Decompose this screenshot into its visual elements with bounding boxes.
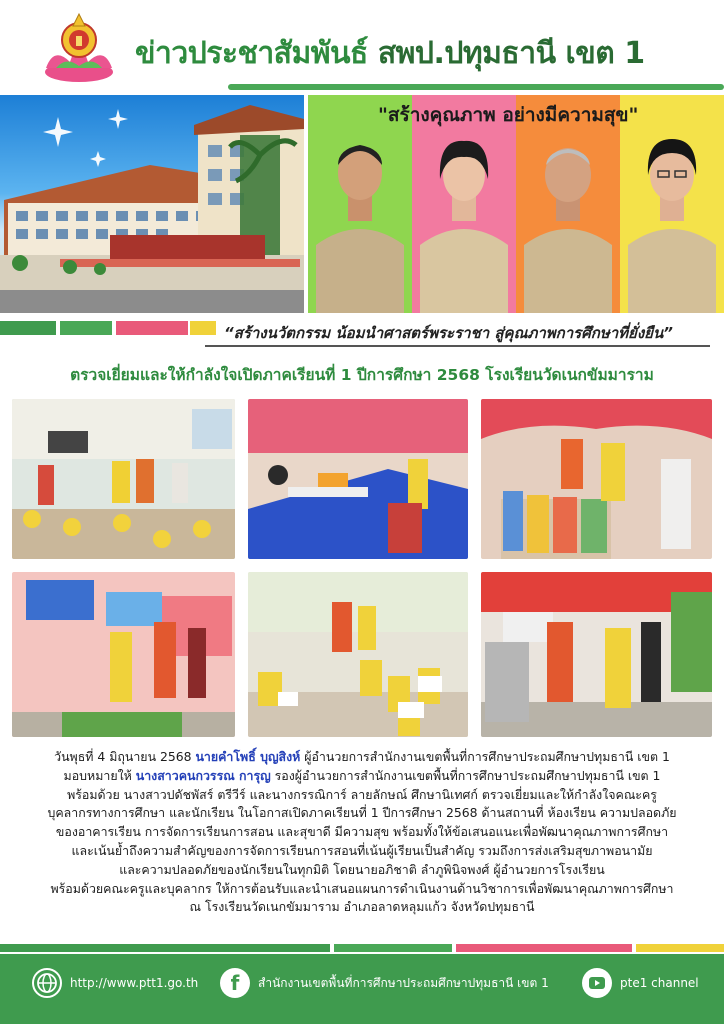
body-line-8: พร้อมด้วยคณะครูและบุคลากร ให้การต้อนรับและนำเสนอแผนการดำเนินงานด้านวิชาการเพื่อพัฒนาคุณภาพการศึกษา <box>50 880 674 896</box>
facebook-link[interactable] <box>220 968 549 998</box>
facebook-page-name: สำนักงานเขตพื้นที่การศึกษาประถมศึกษาปทุมธานี เขต 1 <box>258 975 549 990</box>
header-underline <box>228 84 724 90</box>
body-line-6: และเน้นย้ำถึงความสำคัญของการจัดการเรียนการสอนที่เน้นผู้เรียนเป็นสำคัญ รวมถึงการส่งเสริมสุขภาพอนามัย <box>71 842 653 858</box>
body-line-4: บุคลากรทางการศึกษา และนักเรียน ในโอกาสเปิดภาคเรียนที่ 1 ปีการศึกษา 2568 ด้านสถานที่ ห้องเรียน ความปลอดภัย <box>47 805 677 821</box>
body-text-segment: รองผู้อำนวยการสำนักงานเขตพื้นที่การศึกษาประถมศึกษาปทุมธานี เขต 1 <box>270 767 661 783</box>
footer <box>0 954 724 1024</box>
highlighted-name: นางสาวคนกวรรณ การุญ <box>135 767 271 783</box>
body-text-segment: ผู้อำนวยการสำนักงานเขตพื้นที่การศึกษาประถมศึกษาปทุมธานี เขต 1 <box>300 749 670 764</box>
youtube-icon <box>582 968 612 998</box>
youtube-channel: pte1 channel <box>620 976 699 990</box>
news-body <box>18 748 706 917</box>
hero-slogan: "สร้างคุณภาพ อย่างมีความสุข" <box>378 104 639 126</box>
page-title <box>135 30 645 77</box>
body-line-7: และความปลอดภัยของนักเรียนในทุกมิติ โดยนายอภิชาติ ลำภูพินิจพงศ์ ผู้อำนวยการโรงเรียน <box>119 861 605 877</box>
body-line-5: ของอาคารเรียน การจัดการเรียนการสอน และสุขาดี มีความสุข พร้อมทั้งให้ข้อเสนอแนะเพื่อพัฒนาคุณภาพการศึกษา <box>55 824 669 840</box>
photo-students-certificates <box>248 572 468 737</box>
website-url: http://www.ptt1.go.th <box>70 976 199 990</box>
body-text-segment: วันพุธที่ 4 มิถุนายน 2568 <box>54 749 196 764</box>
photo-meeting-table <box>248 399 468 559</box>
title-part1: ข่าวประชาสัมพันธ์ <box>135 36 368 71</box>
body-text-segment: มอบหมายให้ <box>63 767 136 783</box>
body-line-3: พร้อมด้วย นางสาวปดัชพัสร์ ตรีวีร์ และนางกรรณิการ์ ลายลักษณ์ ศึกษานิเทศก์ ตรวจเยี่ยมและให้กำลังใจคณะครู <box>67 786 657 802</box>
facebook-icon: f <box>220 968 250 998</box>
footer-stripe <box>0 944 724 952</box>
school-building-photo <box>0 95 304 313</box>
emblem-logo <box>40 12 118 86</box>
website-link[interactable] <box>32 968 198 998</box>
motto: “สร้างนวัตกรรม น้อมนำศาสตร์พระราชา สู่คุณภาพการศึกษาที่ยั่งยืน” <box>224 324 673 342</box>
news-headline: ตรวจเยี่ยมและให้กำลังใจเปิดภาคเรียนที่ 1 ปีการศึกษา 2568 โรงเรียนวัดเนกขัมมาราม <box>70 366 654 384</box>
body-line-2 <box>18 767 706 786</box>
header <box>0 0 724 92</box>
title-part2: สพป.ปทุมธานี เขต 1 <box>377 36 645 71</box>
hero-banner <box>0 95 724 313</box>
body-line-1 <box>18 748 706 767</box>
photo-classroom-visit <box>12 399 235 559</box>
highlighted-name: นายคำโพธิ์ บุญสิงห์ <box>195 749 301 764</box>
body-line-9: ณ โรงเรียนวัดเนกขัมมาราม อำเภอลาดหลุมแก้ว จังหวัดปทุมธานี <box>189 899 535 915</box>
motto-underline <box>205 345 710 347</box>
photo-awards-wall <box>12 572 235 737</box>
globe-icon <box>32 968 62 998</box>
photo-books-display <box>481 399 712 559</box>
photo-water-station <box>481 572 712 737</box>
youtube-link[interactable] <box>582 968 699 998</box>
